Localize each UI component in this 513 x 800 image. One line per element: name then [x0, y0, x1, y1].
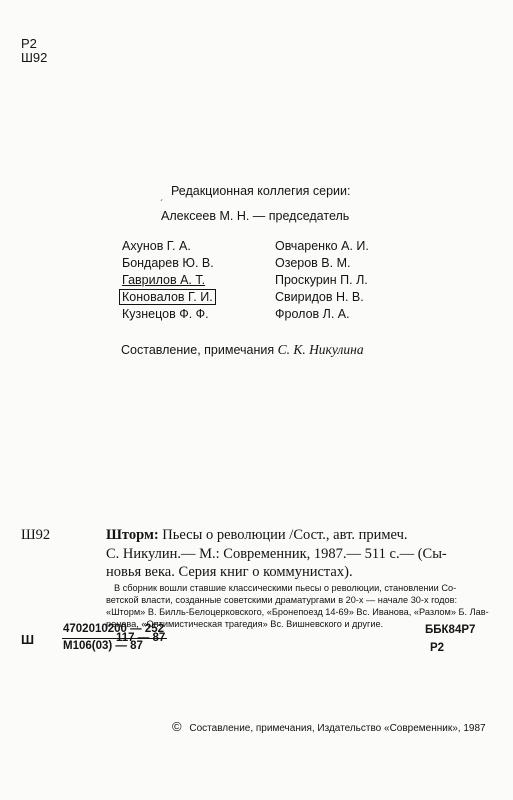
board-member: Фролов Л. А.	[275, 307, 350, 321]
class-letter: Ш	[21, 632, 35, 647]
record-line-1	[106, 527, 408, 544]
record-line-3: новья века. Серия книг о коммунистах).	[106, 564, 353, 580]
copyright-icon: ©	[172, 719, 182, 734]
bbk-index: ББК84Р7	[425, 624, 476, 636]
record-line-2: С. Никулин.— М.: Современник, 1987.— 511 с.— (Сы-	[106, 546, 447, 562]
fraction-denominator: М106(03) — 87	[63, 640, 143, 652]
board-member: Кузнецов Ф. Ф.	[122, 307, 209, 321]
board-chair: Алексеев М. Н. — председатель	[161, 209, 350, 223]
board-left-column	[122, 238, 215, 323]
fraction-range: 117 — 87	[116, 632, 166, 644]
board-member: Бондарев Ю. В.	[122, 256, 214, 270]
fraction-numerator: 4702010200 — 252	[63, 623, 165, 635]
board-member: Озеров В. М.	[275, 256, 351, 270]
copyright-text: Составление, примечания, Издательство «Современник», 1987	[189, 723, 486, 734]
board-right-column	[275, 238, 369, 323]
board-member: Проскурин П. Л.	[275, 273, 368, 287]
compilation-label: Составление, примечания	[121, 343, 275, 357]
record-code: Ш92	[21, 527, 51, 543]
compilation-line	[121, 342, 364, 358]
board-member: Гаврилов А. Т.	[122, 273, 206, 287]
board-member: Ахунов Г. А.	[122, 239, 191, 253]
tilde-mark: ´	[160, 198, 163, 208]
compilation-author: С. К. Никулина	[277, 342, 364, 357]
classification-code-sh92: Ш92	[21, 50, 48, 65]
annotation-line: ренева, «Оптимистическая трагедия» Вс. Вишневского и другие.	[106, 619, 384, 629]
annotation-line: «Шторм» В. Билль-Белоцерковского, «Бронепоезд 14-69» Вс. Иванова, «Разлом» Б. Лав-	[106, 607, 489, 617]
record-line-1-text: Пьесы о революции /Сост., авт. примеч.	[162, 527, 408, 543]
board-member: Овчаренко А. И.	[275, 239, 369, 253]
classification-code-r2: Р2	[21, 36, 37, 51]
annotation-line: В сборник вошли ставшие классическими пьесы о революции, становлении Со-	[114, 583, 457, 593]
copyright-line	[172, 719, 486, 734]
record-title: Шторм:	[106, 527, 159, 543]
annotation-line: ветской власти, созданные советскими драматургами в 20-х — начале 30-х годов:	[106, 595, 458, 605]
board-member: Свиридов Н. В.	[275, 290, 364, 304]
board-member-boxed: Коновалов Г. И.	[122, 290, 213, 304]
board-heading: Редакционная коллегия серии:	[171, 184, 351, 198]
bbk-code: Р2	[430, 642, 445, 654]
